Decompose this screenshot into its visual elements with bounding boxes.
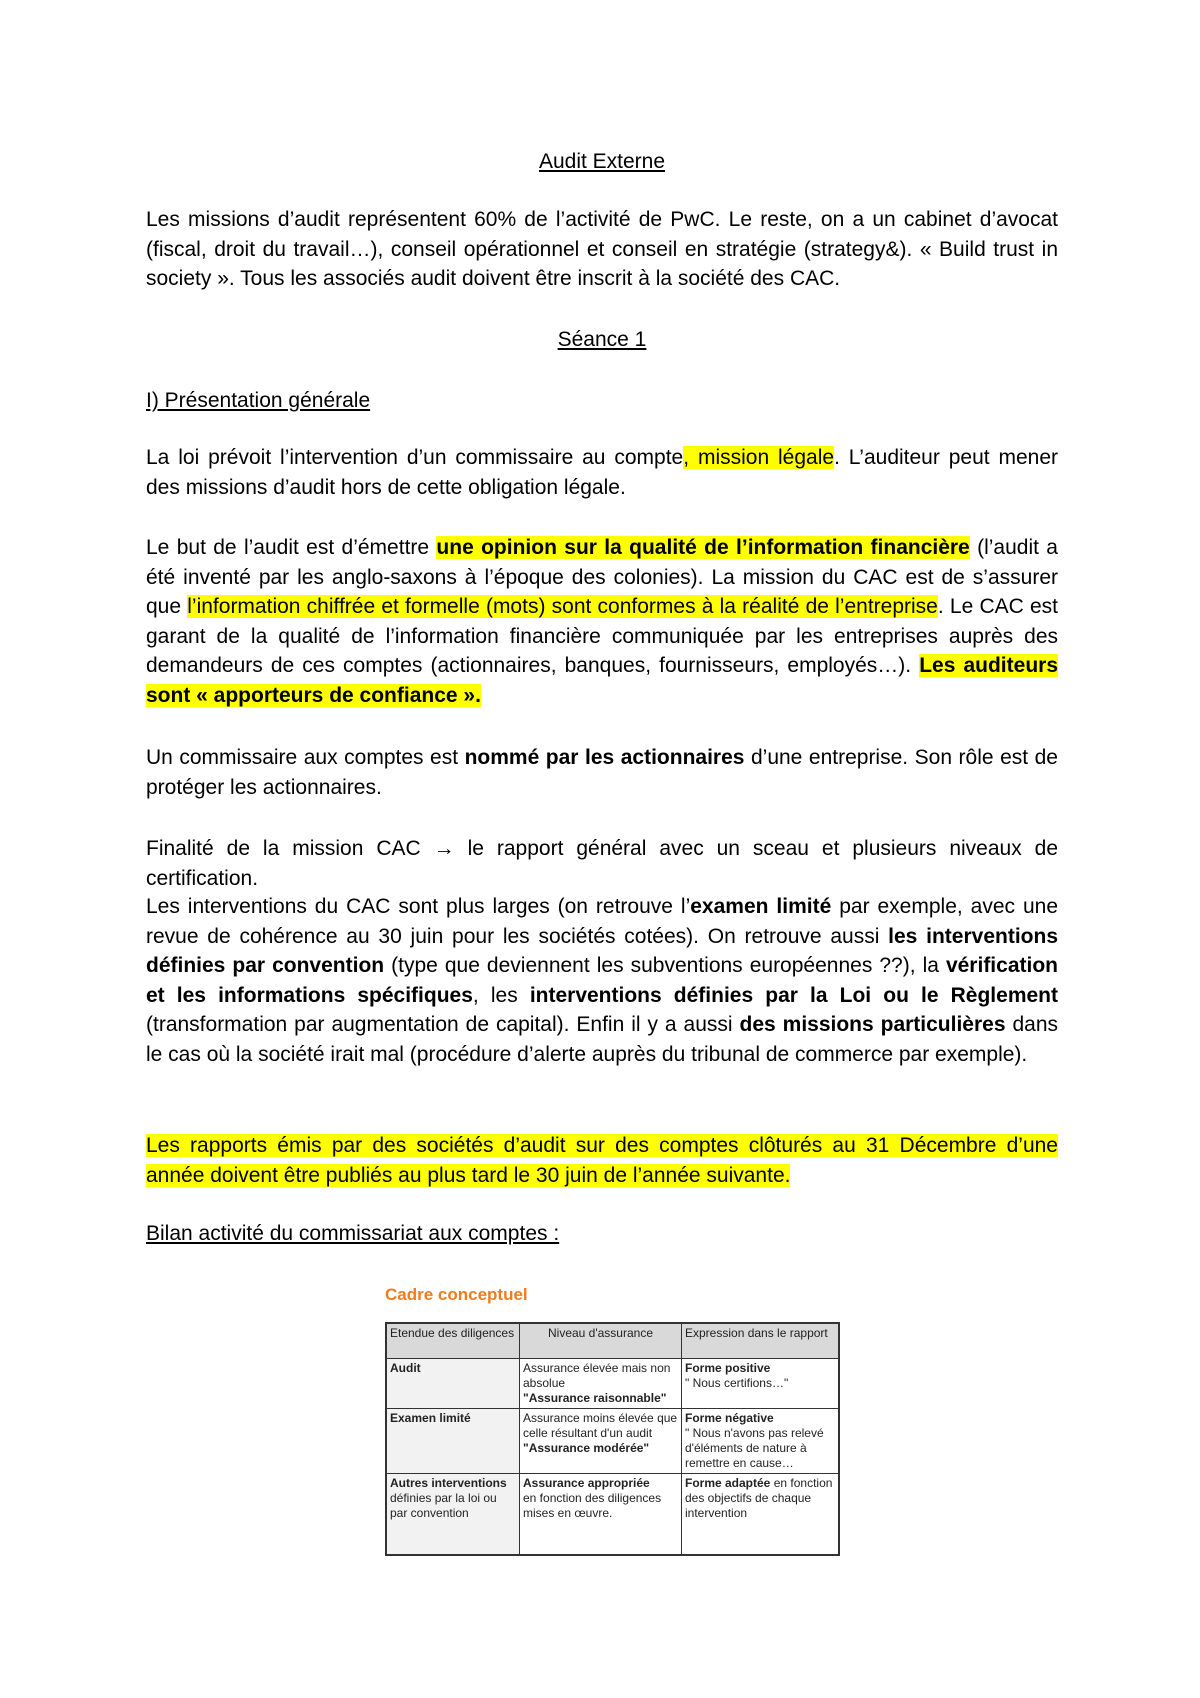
table-header-row bbox=[386, 1323, 839, 1359]
highlight-mission-legale: , mission légale bbox=[683, 446, 835, 469]
seance-title: Séance 1 bbox=[557, 328, 647, 351]
figure-title: Cadre conceptuel bbox=[385, 1285, 528, 1304]
table-cell: Assurance appropriée en fonction des diligences mises en œuvre. bbox=[520, 1474, 682, 1556]
table-header-cell: Expression dans le rapport bbox=[682, 1323, 840, 1359]
table-header-cell: Niveau d'assurance bbox=[520, 1323, 682, 1359]
section-heading: I) Présentation générale bbox=[146, 389, 371, 412]
paragraph-loi: La loi prévoit l’intervention d’un commissaire au compte, mission légale. L’auditeur peut mener des missions d’audit hors de cette obligation légale. bbox=[146, 446, 1059, 499]
paragraph-interventions: Les interventions du CAC sont plus larges (on retrouve l’examen limité par exemple, avec une revue de cohérence au 30 juin pour les sociétés cotées). On retrouve aussi les interventions définies par convention (type que deviennent les subventions européennes ??), la vérification et les informations spécifiques, les interventions définies par la Loi ou le Règlement (transformation par augmentation de capital). Enfin il y a aussi des missions particulières dans le cas où la société irait mal (procédure d’alerte auprès du tribunal de commerce par exemple). bbox=[146, 895, 1058, 1066]
table-cell: Audit bbox=[386, 1359, 520, 1409]
table-row bbox=[386, 1409, 839, 1474]
cadre-conceptuel-figure bbox=[385, 1280, 845, 1556]
paragraph-commissaire: Un commissaire aux comptes est nommé par les actionnaires d’une entreprise. Son rôle est de protéger les actionnaires. bbox=[146, 746, 1058, 799]
document-title: Audit Externe bbox=[538, 150, 666, 173]
table-row bbox=[386, 1359, 839, 1409]
highlight-information-chiffree: l’information chiffrée et formelle (mots) sont conformes à la réalité de l’entreprise bbox=[187, 595, 938, 618]
highlight-apporteurs-confiance: Les auditeurs sont « apporteurs de confiance ». bbox=[146, 654, 1058, 707]
table-cell: Assurance élevée mais non absolue "Assurance raisonnable" bbox=[520, 1359, 682, 1409]
table-header-cell: Etendue des diligences bbox=[386, 1323, 520, 1359]
intro-paragraph: Les missions d’audit représentent 60% de l’activité de PwC. Le reste, on a un cabinet d’avocat (fiscal, droit du travail…), conseil opérationnel et conseil en stratégie (strategy&). « Build trust in society ». Tous les associés audit doivent être inscrit à la société des CAC. bbox=[146, 208, 1058, 290]
table-cell: Examen limité bbox=[386, 1409, 520, 1474]
arrow-icon: → bbox=[420, 837, 468, 860]
table-cell: Forme adaptée en fonction des objectifs de chaque intervention bbox=[682, 1474, 840, 1556]
table-cell: Assurance moins élevée que celle résultant d'un audit "Assurance modérée" bbox=[520, 1409, 682, 1474]
paragraph-rapports bbox=[146, 1131, 1058, 1190]
table-row bbox=[386, 1474, 839, 1556]
cadre-conceptuel-table bbox=[385, 1322, 840, 1556]
paragraph-but-audit: Le but de l’audit est d’émettre une opinion sur la qualité de l’information financière (l’audit a été inventé par les anglo-saxons à l’époque des colonies). La mission du CAC est de s’assurer que l’information chiffrée et formelle (mots) sont conformes à la réalité de l’entreprise. Le CAC est garant de la qualité de l’information financière communiquée par les entreprises auprès des demandeurs de ces comptes (actionnaires, banques, fournisseurs, employés…). Les auditeurs sont « apporteurs de confiance ». bbox=[146, 536, 1058, 707]
table-cell: Forme positive " Nous certifions…" bbox=[682, 1359, 840, 1409]
highlight-rapports: Les rapports émis par des sociétés d’audit sur des comptes clôturés au 31 Décembre d’une année doivent être publiés au plus tard le 30 juin de l’année suivante. bbox=[146, 1134, 1058, 1187]
paragraph-finalite: Finalité de la mission CAC → le rapport général avec un sceau et plusieurs niveaux de certification. bbox=[146, 837, 1059, 890]
highlight-opinion: une opinion sur la qualité de l’information financière bbox=[436, 536, 970, 559]
table-cell: Autres interventions définies par la loi ou par convention bbox=[386, 1474, 520, 1556]
bilan-heading: Bilan activité du commissariat aux comptes : bbox=[146, 1222, 560, 1245]
table-cell: Forme négative " Nous n'avons pas relevé d'éléments de nature à remettre en cause… bbox=[682, 1409, 840, 1474]
